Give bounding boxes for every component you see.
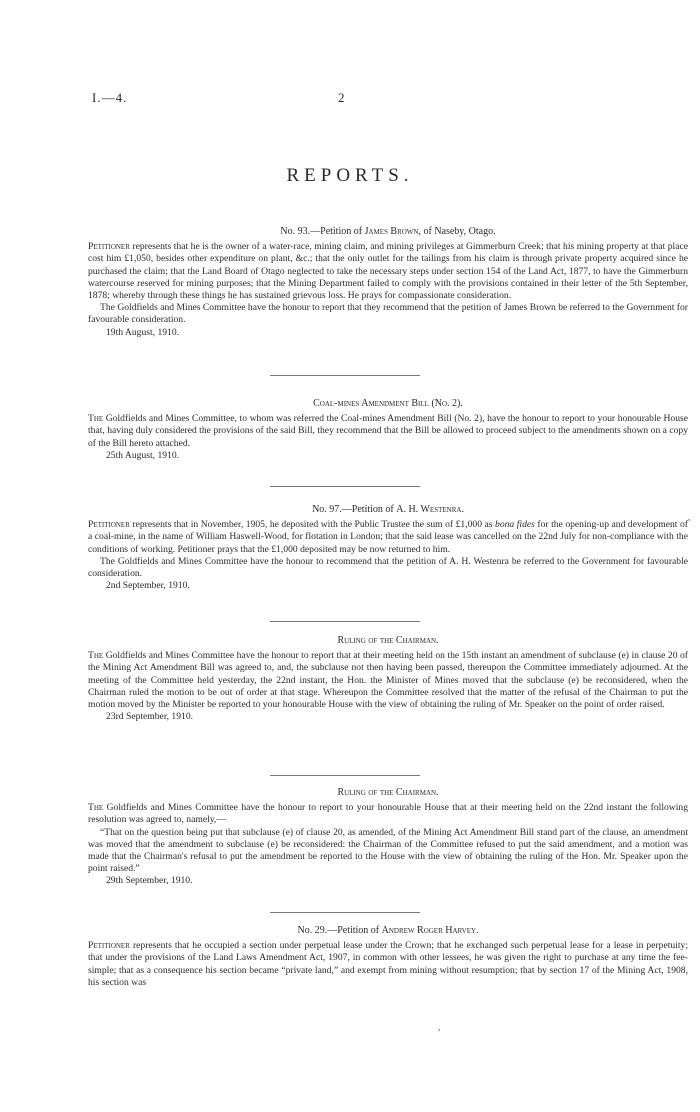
heading-prefix: No. 93.—Petition of	[280, 226, 365, 237]
heading-prefix: No. 29.—Petition of	[297, 925, 382, 936]
lead-word: The	[88, 650, 104, 662]
body-text: Goldfields and Mines Committee, to whom was referred the Coal-mines Amendment Bill (No. 2), have the honour to report to your honourable House that, having duly considered the provisions of the said Bill, they recommend that the Bill be allowed to proceed subject to the amendments shown on a copy of the Bill hereto attached.	[88, 413, 688, 449]
lead-word: Petitioner	[88, 940, 130, 952]
section-body	[88, 650, 688, 711]
body-text-continued: for the opening-up and development of a coal-mine, in the name of William Haswell-Wood, for flotation in London; that the said lease was cancelled on the 22nd July for non-compliance with the conditions of working. Petitioner prays that the £1,000 deposited may be now returned to him.	[88, 519, 688, 555]
report-date: 2nd September, 1910.	[106, 580, 190, 592]
section-body	[88, 241, 688, 302]
heading-suffix: .	[476, 925, 479, 936]
heading-name: James Brown	[364, 226, 419, 237]
document-reference: I.—4.	[92, 90, 128, 105]
section-heading	[88, 226, 688, 238]
heading-prefix: No. 97.—Petition of	[312, 504, 397, 515]
body-text: Goldfields and Mines Committee have the honour to report that at their meeting held on the 15th instant an amendment of subclause (e) in clause 20 of the Mining Act Amendment Bill was agreed to, and, the subclause not then having been passed, thereupon the Committee immediately adjourned. At the meeting of the Committee held yesterday, the 22nd instant, the Hon. the Minister of Mines moved that the subclause (e) be reconsidered, when the Chairman ruled the motion to be out of order at that stage. Whereupon the Committee resolved that the matter of the refusal of the Chairman to put the motion moved by the Minister be reported to your honourable House with the view of obtaining the ruling of Mr. Speaker on the point of order raised.	[88, 650, 688, 711]
heading-suffix: .	[461, 504, 464, 515]
section-divider	[270, 621, 420, 622]
section-divider	[270, 912, 420, 913]
report-date: 29th September, 1910.	[106, 875, 193, 887]
margin-mark: ,	[438, 1022, 441, 1032]
report-coal-mines-bill	[88, 398, 688, 462]
committee-recommendation: The Goldfields and Mines Committee have the honour to recommend that the petition of A. H. Westenra be referred to the Government for favourable consideration.	[88, 555, 688, 580]
heading-name: A. H. Westenra	[396, 504, 462, 515]
committee-recommendation: The Goldfields and Mines Committee have the honour to report that they recommend that the petition of James Brown be referred to the Government for favourable consideration.	[88, 302, 688, 326]
report-petition-97	[88, 504, 691, 592]
section-heading: Ruling of the Chairman.	[337, 635, 439, 646]
section-body	[88, 802, 688, 826]
heading-name: Andrew Roger Harvey	[381, 925, 477, 936]
body-text: represents that he occupied a section under perpetual lease under the Crown; that he exchanged such perpetual lease for a lease in perpetuity; that under the provisions of the Land Laws Amendment Act, 1907, in common with other lessees, he was given the right to purchase at any time the fee-simple; that as a consequence his section became “private land,” and exempt from mining without resumption; that by section 17 of the Mining Act, 1908, his section was	[88, 940, 688, 988]
heading-suffix: , of Naseby, Otago.	[418, 226, 496, 237]
section-body	[88, 940, 688, 989]
report-date: 19th August, 1910.	[106, 326, 180, 338]
report-ruling-chairman-1	[88, 635, 688, 723]
italic-phrase: bona fides	[495, 519, 535, 531]
report-date: 23rd September, 1910.	[106, 711, 194, 723]
section-heading: Ruling of the Chairman.	[337, 787, 439, 798]
body-text: represents that in November, 1905, he deposited with the Public Trustee the sum of £1,000 as	[129, 519, 496, 531]
report-date: 25th August, 1910.	[106, 449, 180, 461]
section-divider	[270, 375, 420, 376]
section-body	[88, 519, 688, 556]
report-petition-29	[88, 925, 688, 989]
lead-word: The	[88, 802, 104, 814]
page-title: REPORTS.	[286, 165, 414, 186]
section-body	[88, 413, 688, 450]
section-heading: Coal-mines Amendment Bill (No. 2).	[313, 398, 463, 409]
section-heading	[88, 504, 688, 516]
report-petition-93	[88, 226, 688, 339]
body-text: represents that he is the owner of a water-race, mining claim, and mining privileges at Gimmerburn Creek; that his mining property at that place cost him £1,050, besides other expenditure on plant, &c.; that the only outlet for the tailings from his claim is through private property acquired since he purchased the claim; that the Land Board of Otago neglected to take the necessary steps under section 154 of the Land Act, 1877, to have the Gimmerburn watercourse reserved for mining purposes; that the Mining Department failed to comply with the provisions contained in their letter of the 5th September, 1878; whereby through these things he has sustained grievous loss. He prays for compassionate consideration.	[88, 241, 688, 302]
lead-word: Petitioner	[88, 519, 130, 531]
page-number: 2	[338, 90, 345, 105]
resolution-quote: “That on the question being put that subclause (e) of clause 20, as amended, of the Mining Act Amendment Bill stand part of the clause, an amendment was moved that the amendment to subclause (e) be reconsidered: the Chairman of the Committee refused to put the said amendment, and a motion was made that the Chairman's refusal to put the amendment be reported to the House with the view of obtaining the ruling of the Hon. Mr. Speaker upon the point raised.”	[88, 826, 688, 875]
report-ruling-chairman-2	[88, 787, 688, 888]
lead-word: Petitioner	[88, 241, 130, 253]
margin-mark: ,	[688, 512, 691, 522]
body-text: Goldfields and Mines Committee have the honour to report to your honourable House that at their meeting held on the 22nd instant the following resolution was agreed to, namely,—	[88, 802, 688, 826]
section-divider	[270, 775, 420, 776]
section-divider	[270, 486, 420, 487]
lead-word: The	[88, 413, 104, 425]
section-heading	[88, 925, 688, 937]
